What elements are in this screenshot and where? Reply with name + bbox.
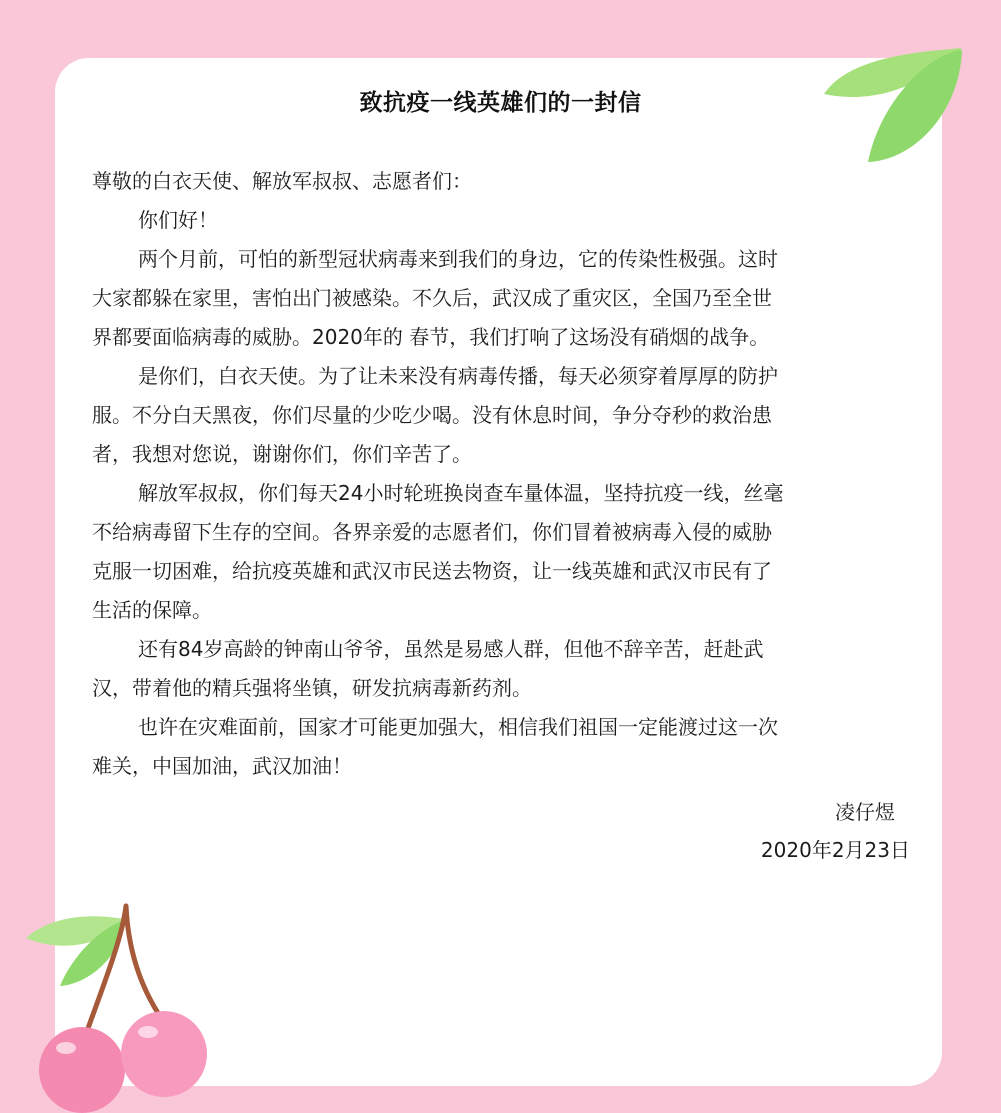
letter-line: 难关，中国加油，武汉加油！ xyxy=(92,754,352,778)
letter-line: 还有84岁高龄的钟南山爷爷，虽然是易感人群，但他不辞辛苦，赶赴武 xyxy=(138,637,764,661)
letter-line: 两个月前，可怕的新型冠状病毒来到我们的身边，它的传染性极强。这时 xyxy=(138,247,778,271)
letter-body xyxy=(92,162,904,786)
signature-date: 2020年2月23日 xyxy=(760,838,910,862)
letter-line: 大家都躲在家里，害怕出门被感染。不久后，武汉成了重灾区，全国乃至全世 xyxy=(92,286,772,310)
letter-line: 是你们，白衣天使。为了让未来没有病毒传播，每天必须穿着厚厚的防护 xyxy=(138,364,778,388)
cherry-icon xyxy=(22,898,222,1113)
letter-line: 克服一切困难，给抗疫英雄和武汉市民送去物资，让一线英雄和武汉市民有了 xyxy=(92,559,772,583)
letter-line: 生活的保障。 xyxy=(92,598,212,622)
letter-line: 者，我想对您说，谢谢你们，你们辛苦了。 xyxy=(92,442,472,466)
letter-line: 也许在灾难面前，国家才可能更加强大，相信我们祖国一定能渡过这一次 xyxy=(138,715,778,739)
letter-line: 汉，带着他的精兵强将坐镇，研发抗病毒新药剂。 xyxy=(92,676,532,700)
letter-line: 解放军叔叔，你们每天24小时轮班换岗查车量体温，坚持抗疫一线，丝毫 xyxy=(138,481,784,505)
signature-name: 凌仔煜 xyxy=(835,800,895,824)
letter-line: 尊敬的白衣天使、解放军叔叔、志愿者们： xyxy=(92,169,472,193)
letter-line: 你们好！ xyxy=(138,208,218,232)
letter-line: 界都要面临病毒的威胁。2020年的 春节，我们打响了这场没有硝烟的战争。 xyxy=(92,325,770,349)
letter-title: 致抗疫一线英雄们的一封信 xyxy=(359,90,642,116)
letter-line: 服。不分白天黑夜，你们尽量的少吃少喝。没有休息时间，争分夺秒的救治患 xyxy=(92,403,772,427)
letter-line: 不给病毒留下生存的空间。各界亲爱的志愿者们，你们冒着被病毒入侵的威胁 xyxy=(92,520,772,544)
